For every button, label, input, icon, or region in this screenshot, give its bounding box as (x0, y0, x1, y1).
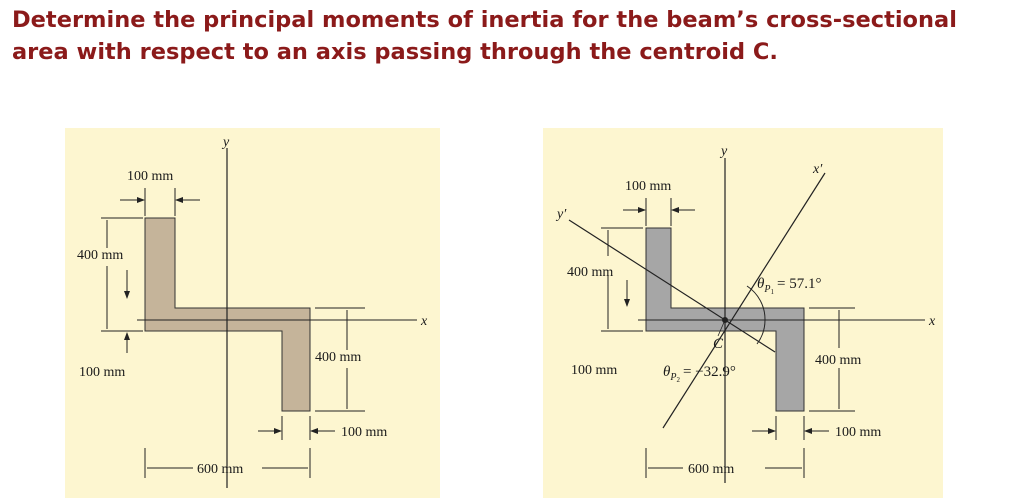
right-dim-thickness: 100 mm (571, 363, 618, 378)
theta-p1-label: $\theta_P1 = 57.1^\circ$ (757, 276, 822, 296)
right-dim-lower-height: 400 mm (815, 353, 862, 368)
right-figure-panel (543, 128, 943, 498)
x-prime-axis-label: x′ (813, 162, 823, 177)
left-figure-panel (65, 128, 440, 498)
right-x-axis-label: x (929, 314, 936, 329)
y-prime-axis-label: y′ (557, 207, 567, 222)
right-figure-svg (543, 128, 943, 498)
left-dim-thickness: 100 mm (79, 365, 126, 380)
right-dim-upper-height: 400 mm (567, 265, 614, 280)
left-dim-bottom-width: 100 mm (341, 425, 388, 440)
theta-p2-label: $\theta_P2 = -32.9^\circ$ (663, 364, 736, 384)
right-dim-bottom-width: 100 mm (835, 425, 882, 440)
left-figure-svg (65, 128, 440, 498)
left-dim-lower-height: 400 mm (315, 350, 362, 365)
left-dim-upper-height: 400 mm (77, 248, 124, 263)
left-y-axis-label: y (223, 135, 230, 150)
right-dim-overall-width: 600 mm (688, 462, 735, 477)
left-dim-top-width: 100 mm (127, 169, 174, 184)
left-x-axis-label: x (421, 314, 428, 329)
right-y-axis-label: y (721, 144, 728, 159)
centroid-label: C (713, 336, 724, 352)
left-dim-overall-width: 600 mm (197, 462, 244, 477)
problem-statement: Determine the principal moments of inertia for the beam’s cross-sectional area with respect to an axis passing through the centroid C. (12, 7, 957, 65)
right-dim-top-width: 100 mm (625, 179, 672, 194)
